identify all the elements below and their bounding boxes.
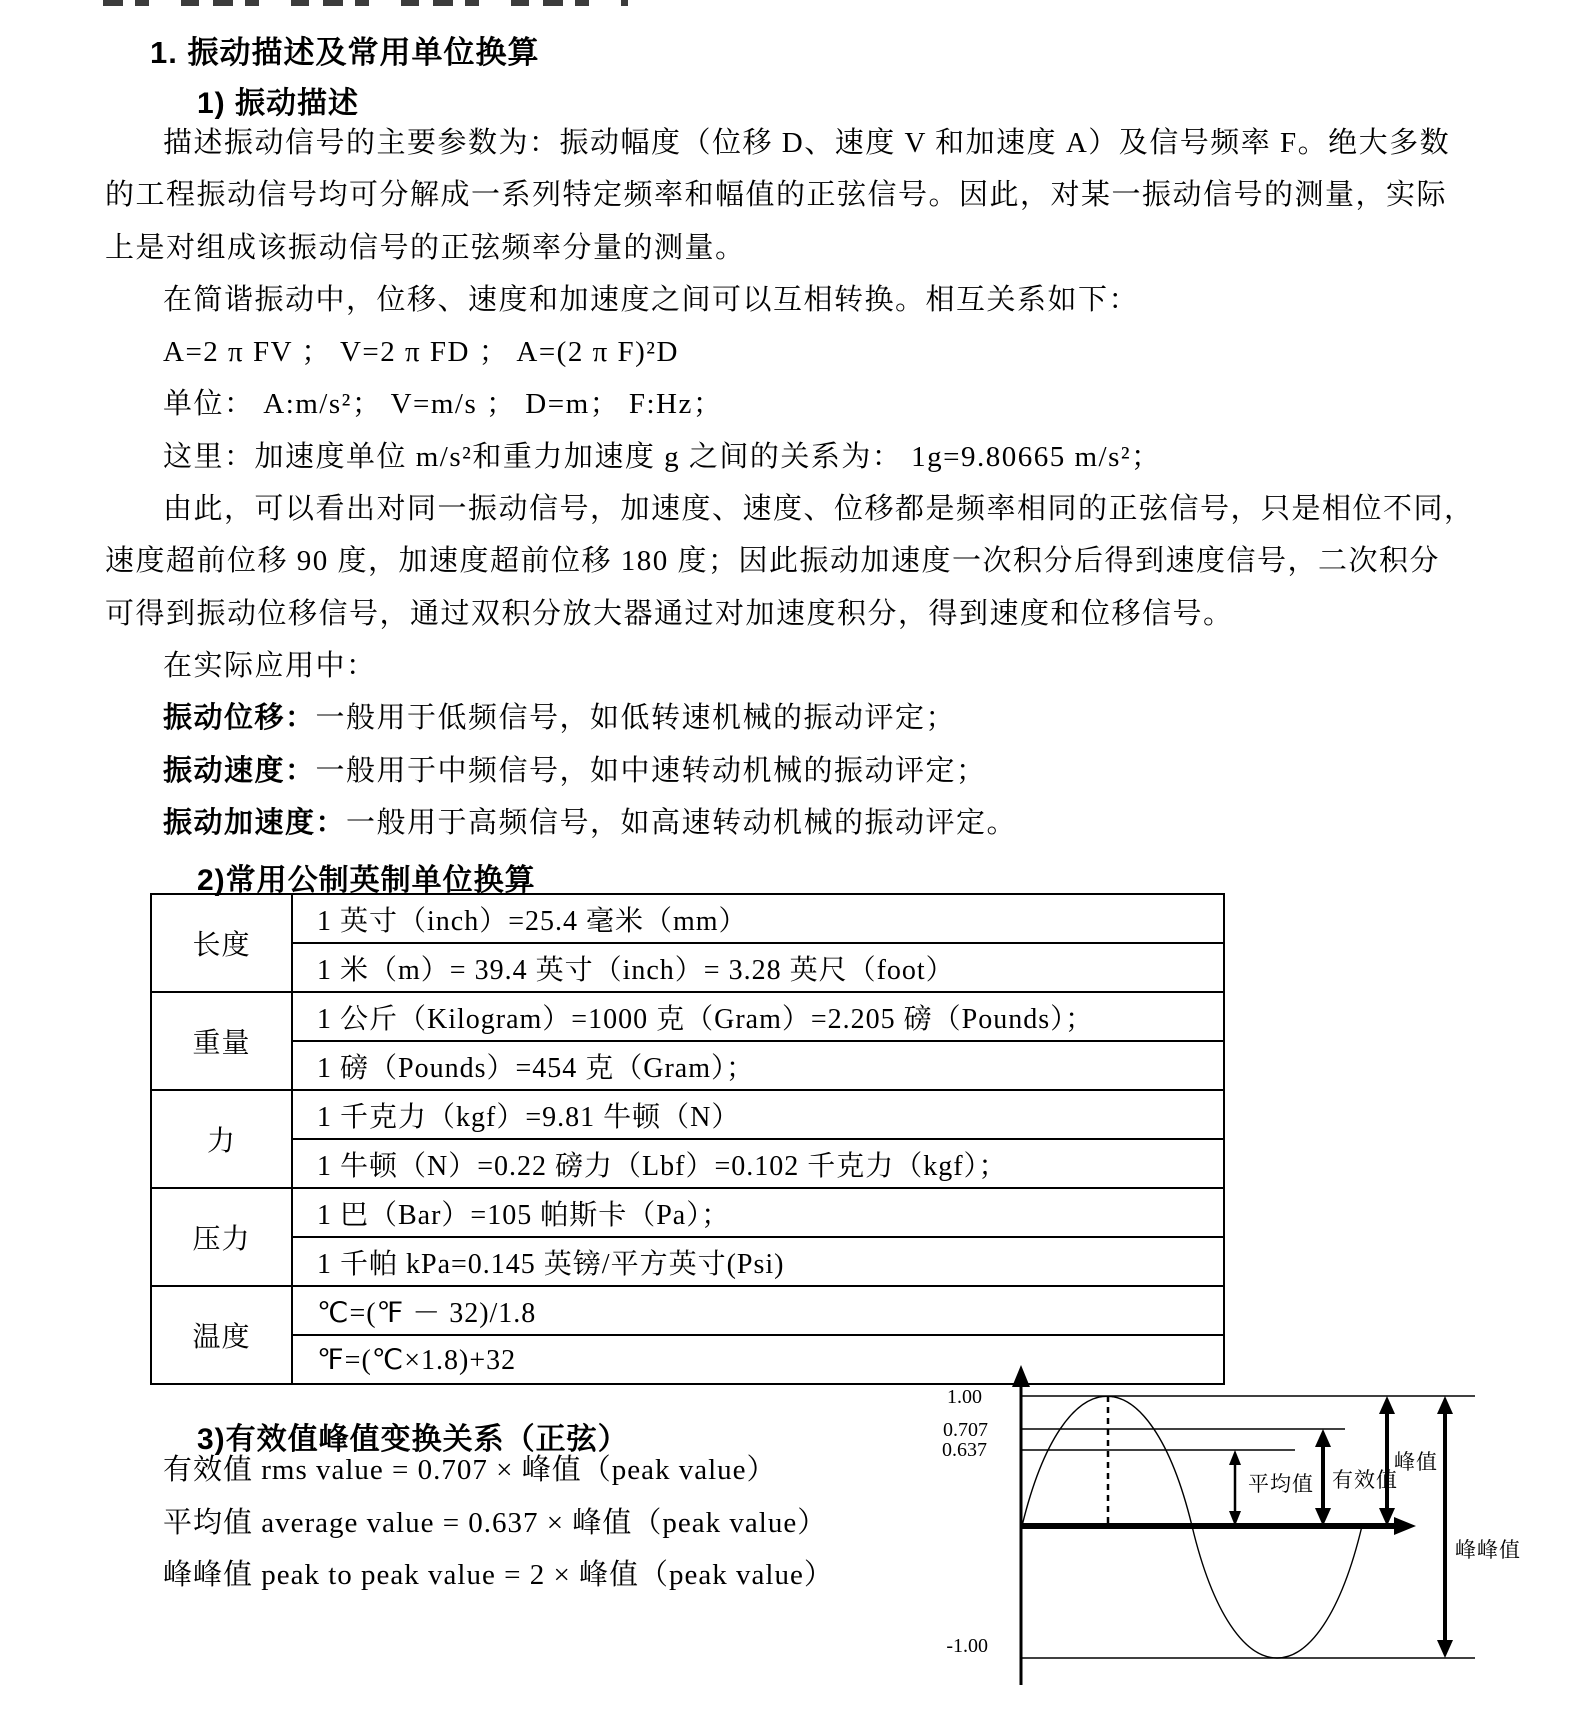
table-row xyxy=(151,943,1224,992)
table-row xyxy=(151,992,1224,1041)
table-value-cell: 1 公斤（Kilogram）=1000 克（Gram）=2.205 磅（Pounds）； xyxy=(292,992,1224,1041)
rms-level-label: 0.707 xyxy=(943,1419,988,1441)
table-category-cell: 温度 xyxy=(151,1286,292,1384)
trough-level-label: -1.00 xyxy=(946,1635,988,1657)
table-row xyxy=(151,1090,1224,1139)
body-line-bold-lead: 振动位移：一般用于低频信号，如低转速机械的振动评定； xyxy=(163,702,957,734)
table-category-cell: 压力 xyxy=(151,1188,292,1286)
peak-value-label: 峰值 xyxy=(1394,1450,1438,1474)
rms-value-label: 有效值 xyxy=(1332,1468,1398,1492)
average-level-label: 0.637 xyxy=(942,1439,987,1461)
formula-line: 单位： A:m/s²； V=m/s ； D=m； F:Hz； xyxy=(163,388,724,420)
rms-formula-line: 有效值 rms value = 0.707 × 峰值（peak value） xyxy=(163,1454,777,1486)
table-value-cell: 1 磅（Pounds）=454 克（Gram）； xyxy=(292,1041,1224,1090)
clipped-text-fragment xyxy=(103,0,628,6)
body-line: 由此，可以看出对同一振动信号，加速度、速度、位移都是频率相同的正弦信号，只是相位不同， xyxy=(163,493,1475,525)
y-axis-arrowhead-icon xyxy=(1012,1365,1030,1387)
rms-value-arrow xyxy=(1315,1429,1331,1526)
body-line: 在简谐振动中，位移、速度和加速度之间可以互相转换。相互关系如下： xyxy=(163,284,1140,316)
section2-heading: 2)常用公制英制单位换算 xyxy=(197,864,536,897)
x-axis-arrowhead-icon xyxy=(1394,1517,1416,1535)
table-value-cell: ℃=(℉ － 32)/1.8 xyxy=(292,1286,1224,1335)
average-formula-line: 平均值 average value = 0.637 × 峰值（peak value） xyxy=(163,1507,828,1539)
peak-value-arrow xyxy=(1379,1396,1395,1526)
table-value-cell: ℉=(℃×1.8)+32 xyxy=(292,1335,1224,1384)
term-acceleration: 振动加速度： xyxy=(163,807,347,839)
term-displacement: 振动位移： xyxy=(163,702,316,734)
body-line-bold-lead: 振动速度：一般用于中频信号，如中速转动机械的振动评定； xyxy=(163,755,987,787)
peak-to-peak-value-label: 峰峰值 xyxy=(1455,1538,1521,1562)
section1-subheading: 1) 振动描述 xyxy=(197,87,360,120)
peak-to-peak-formula-line: 峰峰值 peak to peak value = 2 × 峰值（peak value） xyxy=(163,1559,834,1591)
term-velocity: 振动速度： xyxy=(163,755,316,787)
table-value-cell: 1 英寸（inch）=25.4 毫米（mm） xyxy=(292,894,1224,943)
section3-heading: 3)有效值峰值变换关系（正弦） xyxy=(197,1423,629,1456)
peak-level-label: 1.00 xyxy=(947,1386,982,1408)
peak-to-peak-arrow xyxy=(1437,1396,1453,1658)
table-value-cell: 1 巴（Bar）=105 帕斯卡（Pa）； xyxy=(292,1188,1224,1237)
table-row xyxy=(151,1041,1224,1090)
table-row xyxy=(151,1139,1224,1188)
body-line: 上是对组成该振动信号的正弦频率分量的测量。 xyxy=(105,232,746,264)
average-value-label: 平均值 xyxy=(1248,1472,1314,1496)
table-value-cell: 1 千帕 kPa=0.145 英镑/平方英寸(Psi) xyxy=(292,1237,1224,1286)
body-line: 的工程振动信号均可分解成一系列特定频率和幅值的正弦信号。因此，对某一振动信号的测量，实际 xyxy=(105,179,1448,211)
table-row xyxy=(151,894,1224,943)
body-line: 描述振动信号的主要参数为：振动幅度（位移 D、速度 V 和加速度 A）及信号频率 F。绝大多数 xyxy=(163,127,1451,159)
body-line: 速度超前位移 90 度，加速度超前位移 180 度；因此振动加速度一次积分后得到速度信号，二次积分 xyxy=(105,545,1441,577)
formula-line: 这里：加速度单位 m/s²和重力加速度 g 之间的关系为： 1g=9.80665 m/s²； xyxy=(163,441,1162,473)
table-row xyxy=(151,1237,1224,1286)
formula-line: A=2 π FV ； V=2 π FD ； A=(2 π F)²D xyxy=(163,336,679,368)
body-line: 在实际应用中： xyxy=(163,650,377,682)
table-value-cell: 1 牛顿（N）=0.22 磅力（Lbf）=0.102 千克力（kgf）； xyxy=(292,1139,1224,1188)
table-category-cell: 力 xyxy=(151,1090,292,1188)
body-line-bold-lead: 振动加速度：一般用于高频信号，如高速转动机械的振动评定。 xyxy=(163,807,1018,839)
table-row xyxy=(151,1286,1224,1335)
body-line: 可得到振动位移信号，通过双积分放大器通过对加速度积分，得到速度和位移信号。 xyxy=(105,598,1234,630)
average-value-arrow xyxy=(1229,1450,1241,1526)
unit-conversion-table xyxy=(150,893,1225,1385)
table-category-cell: 长度 xyxy=(151,894,292,992)
table-value-cell: 1 千克力（kgf）=9.81 牛顿（N） xyxy=(292,1090,1224,1139)
x-axis xyxy=(1021,1517,1416,1535)
section1-heading: 1. 振动描述及常用单位换算 xyxy=(150,35,540,70)
table-row xyxy=(151,1188,1224,1237)
table-category-cell: 重量 xyxy=(151,992,292,1090)
table-value-cell: 1 米（m）= 39.4 英寸（inch）= 3.28 英尺（foot） xyxy=(292,943,1224,992)
sine-wave-diagram xyxy=(900,1355,1540,1718)
